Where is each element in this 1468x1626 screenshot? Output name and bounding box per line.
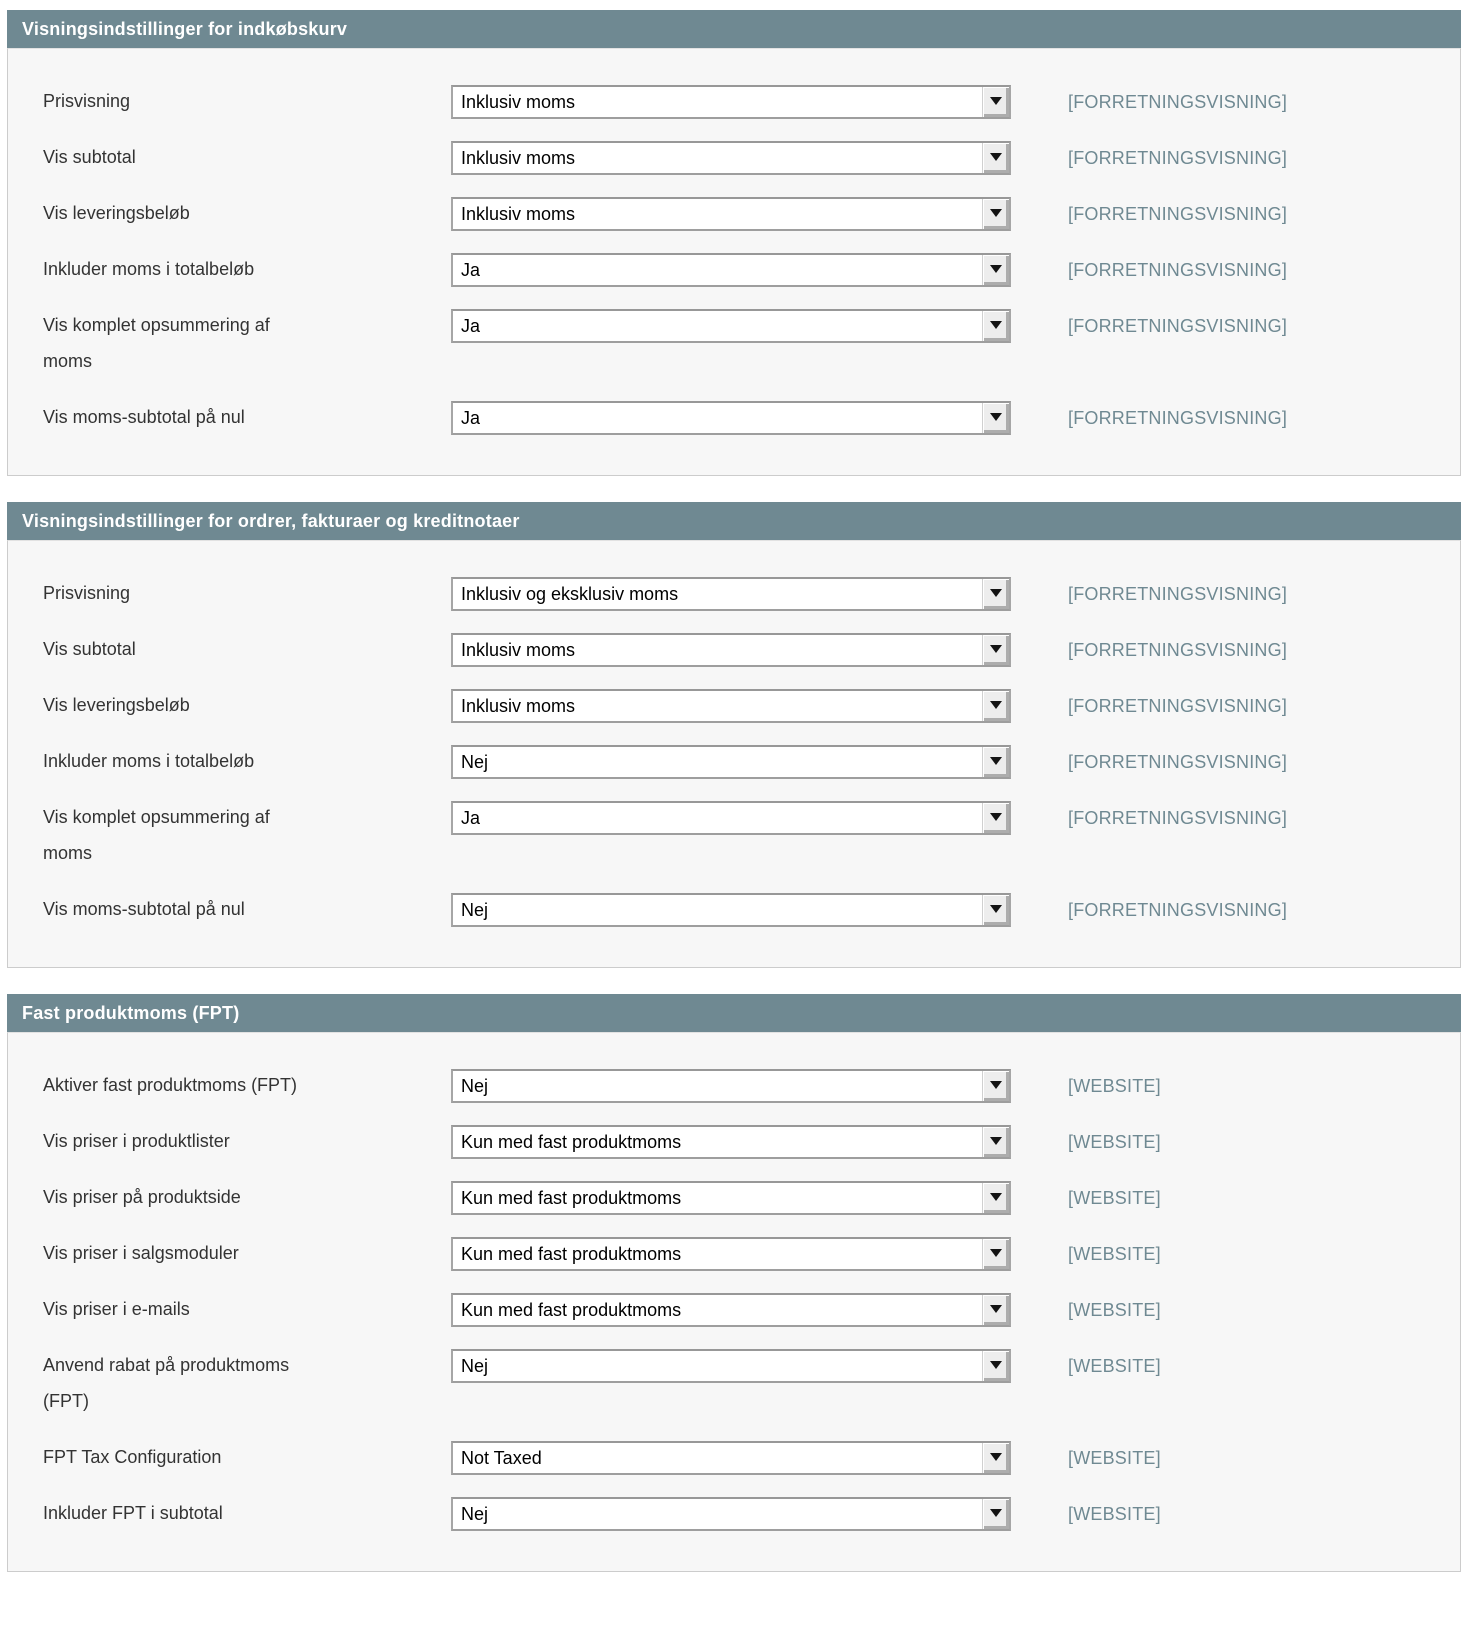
scope-label: [FORRETNINGSVISNING] <box>1068 204 1288 224</box>
selected-option-text: Inklusiv moms <box>461 639 576 660</box>
setting-label <box>43 1067 451 1103</box>
scope-label: [WEBSITE] <box>1068 1244 1161 1264</box>
setting-select[interactable] <box>451 197 1011 231</box>
setting-row <box>43 577 1440 611</box>
dropdown-arrow-button[interactable] <box>982 311 1009 341</box>
setting-label <box>43 891 451 927</box>
setting-label <box>43 631 451 667</box>
setting-label-text: Vis subtotal <box>43 147 136 167</box>
scope-label: [FORRETNINGSVISNING] <box>1068 92 1288 112</box>
setting-row <box>43 1069 1440 1103</box>
setting-label-text: Vis priser i produktlister <box>43 1131 230 1151</box>
setting-row <box>43 633 1440 667</box>
setting-select[interactable] <box>451 1181 1011 1215</box>
section-title: Fast produktmoms (FPT) <box>22 1002 240 1023</box>
chevron-down-icon <box>990 97 1002 105</box>
setting-label <box>43 195 451 231</box>
chevron-down-icon <box>990 1509 1002 1517</box>
selected-option-text: Ja <box>461 315 481 336</box>
dropdown-arrow-button[interactable] <box>982 87 1009 117</box>
dropdown-arrow-button[interactable] <box>982 691 1009 721</box>
setting-select[interactable] <box>451 1069 1011 1103</box>
setting-row <box>43 745 1440 779</box>
setting-label-text: Vis priser i e-mails <box>43 1299 190 1319</box>
dropdown-arrow-button[interactable] <box>982 199 1009 229</box>
dropdown-arrow-button[interactable] <box>982 1239 1009 1269</box>
selected-option-text: Ja <box>461 259 481 280</box>
setting-label <box>43 1439 451 1475</box>
setting-label <box>43 1123 451 1159</box>
dropdown-arrow-button[interactable] <box>982 895 1009 925</box>
setting-label-text: Prisvisning <box>43 91 131 111</box>
selected-option-text: Nej <box>461 1355 489 1376</box>
setting-label <box>43 1235 451 1271</box>
setting-label-text: FPT Tax Configuration <box>43 1447 222 1467</box>
selected-option-text: Inklusiv moms <box>461 91 576 112</box>
setting-label <box>43 399 451 435</box>
chevron-down-icon <box>990 905 1002 913</box>
selected-option-text: Ja <box>461 807 481 828</box>
setting-select[interactable] <box>451 401 1011 435</box>
setting-select[interactable] <box>451 801 1011 835</box>
setting-label-text: Aktiver fast produktmoms (FPT) <box>43 1075 298 1095</box>
setting-select[interactable] <box>451 577 1011 611</box>
setting-label-text: Inkluder FPT i subtotal <box>43 1503 223 1523</box>
setting-label-text: Anvend rabat på produktmoms (FPT) <box>43 1355 290 1411</box>
setting-label-text: Vis subtotal <box>43 639 136 659</box>
setting-label-text: Vis moms-subtotal på nul <box>43 407 245 427</box>
scope-label: [FORRETNINGSVISNING] <box>1068 696 1288 716</box>
chevron-down-icon <box>990 701 1002 709</box>
setting-row <box>43 1497 1440 1531</box>
config-sections <box>7 10 1461 1572</box>
chevron-down-icon <box>990 1249 1002 1257</box>
setting-label <box>43 687 451 723</box>
selected-option-text: Inklusiv og eksklusiv moms <box>461 583 679 604</box>
dropdown-arrow-button[interactable] <box>982 635 1009 665</box>
scope-label: [WEBSITE] <box>1068 1132 1161 1152</box>
dropdown-arrow-button[interactable] <box>982 1295 1009 1325</box>
setting-label <box>43 1291 451 1327</box>
setting-select[interactable] <box>451 309 1011 343</box>
chevron-down-icon <box>990 1361 1002 1369</box>
chevron-down-icon <box>990 1193 1002 1201</box>
dropdown-arrow-button[interactable] <box>982 1443 1009 1473</box>
scope-label: [FORRETNINGSVISNING] <box>1068 808 1288 828</box>
setting-label-text: Vis priser i salgsmoduler <box>43 1243 239 1263</box>
section-body <box>7 540 1461 968</box>
scope-label: [WEBSITE] <box>1068 1188 1161 1208</box>
chevron-down-icon <box>990 645 1002 653</box>
section-header[interactable] <box>7 994 1461 1032</box>
setting-select[interactable] <box>451 1441 1011 1475</box>
setting-row <box>43 1293 1440 1327</box>
section-title: Visningsindstillinger for ordrer, fakturaer og kreditnotaer <box>22 510 520 531</box>
scope-label: [FORRETNINGSVISNING] <box>1068 584 1288 604</box>
chevron-down-icon <box>990 209 1002 217</box>
setting-select[interactable] <box>451 1349 1011 1383</box>
setting-label <box>43 575 451 611</box>
setting-label-text: Vis leveringsbeløb <box>43 695 190 715</box>
dropdown-arrow-button[interactable] <box>982 1351 1009 1381</box>
setting-row <box>43 1237 1440 1271</box>
setting-select[interactable] <box>451 85 1011 119</box>
selected-option-text: Nej <box>461 899 489 920</box>
dropdown-arrow-button[interactable] <box>982 1499 1009 1529</box>
dropdown-arrow-button[interactable] <box>982 1183 1009 1213</box>
selected-option-text: Inklusiv moms <box>461 147 576 168</box>
selected-option-text: Nej <box>461 1503 489 1524</box>
setting-label-text: Vis leveringsbeløb <box>43 203 190 223</box>
scope-label: [WEBSITE] <box>1068 1076 1161 1096</box>
setting-select[interactable] <box>451 633 1011 667</box>
config-section <box>7 994 1461 1572</box>
scope-label: [FORRETNINGSVISNING] <box>1068 640 1288 660</box>
chevron-down-icon <box>990 589 1002 597</box>
section-header[interactable] <box>7 502 1461 540</box>
setting-label-text: Vis komplet opsummering af moms <box>43 807 270 863</box>
selected-option-text: Inklusiv moms <box>461 695 576 716</box>
config-section <box>7 502 1461 968</box>
setting-label-text: Inkluder moms i totalbeløb <box>43 751 255 771</box>
chevron-down-icon <box>990 1081 1002 1089</box>
setting-row <box>43 309 1440 379</box>
setting-select[interactable] <box>451 253 1011 287</box>
scope-label: [WEBSITE] <box>1068 1504 1161 1524</box>
scope-label: [FORRETNINGSVISNING] <box>1068 148 1288 168</box>
selected-option-text: Kun med fast produktmoms <box>461 1299 682 1320</box>
setting-row <box>43 197 1440 231</box>
setting-row <box>43 401 1440 435</box>
chevron-down-icon <box>990 813 1002 821</box>
scope-label: [FORRETNINGSVISNING] <box>1068 316 1288 336</box>
config-section <box>7 10 1461 476</box>
setting-label <box>43 743 451 779</box>
setting-row <box>43 1181 1440 1215</box>
selected-option-text: Not Taxed <box>461 1447 542 1468</box>
selected-option-text: Kun med fast produktmoms <box>461 1243 682 1264</box>
setting-row <box>43 1441 1440 1475</box>
setting-select[interactable] <box>451 141 1011 175</box>
chevron-down-icon <box>990 413 1002 421</box>
selected-option-text: Nej <box>461 751 489 772</box>
setting-row <box>43 689 1440 723</box>
setting-row <box>43 1125 1440 1159</box>
selected-option-text: Ja <box>461 407 481 428</box>
dropdown-arrow-button[interactable] <box>982 403 1009 433</box>
setting-label <box>43 251 451 287</box>
setting-label-text: Inkluder moms i totalbeløb <box>43 259 255 279</box>
setting-label <box>43 83 451 119</box>
chevron-down-icon <box>990 1137 1002 1145</box>
scope-label: [WEBSITE] <box>1068 1448 1161 1468</box>
dropdown-arrow-button[interactable] <box>982 803 1009 833</box>
chevron-down-icon <box>990 1305 1002 1313</box>
setting-row <box>43 801 1440 871</box>
scope-label: [WEBSITE] <box>1068 1300 1161 1320</box>
chevron-down-icon <box>990 321 1002 329</box>
selected-option-text: Kun med fast produktmoms <box>461 1131 682 1152</box>
scope-label: [WEBSITE] <box>1068 1356 1161 1376</box>
section-title: Visningsindstillinger for indkøbskurv <box>22 18 348 39</box>
setting-row <box>43 1349 1440 1419</box>
section-header[interactable] <box>7 10 1461 48</box>
dropdown-arrow-button[interactable] <box>982 579 1009 609</box>
chevron-down-icon <box>990 1453 1002 1461</box>
section-body <box>7 48 1461 476</box>
setting-row <box>43 893 1440 927</box>
section-body <box>7 1032 1461 1572</box>
setting-label <box>43 1347 451 1419</box>
setting-label <box>43 1179 451 1215</box>
dropdown-arrow-button[interactable] <box>982 255 1009 285</box>
scope-label: [FORRETNINGSVISNING] <box>1068 260 1288 280</box>
dropdown-arrow-button[interactable] <box>982 1071 1009 1101</box>
setting-label-text: Vis priser på produktside <box>43 1187 241 1207</box>
setting-select[interactable] <box>451 689 1011 723</box>
selected-option-text: Inklusiv moms <box>461 203 576 224</box>
dropdown-arrow-button[interactable] <box>982 143 1009 173</box>
setting-label <box>43 139 451 175</box>
dropdown-arrow-button[interactable] <box>982 1127 1009 1157</box>
chevron-down-icon <box>990 265 1002 273</box>
chevron-down-icon <box>990 153 1002 161</box>
setting-row <box>43 253 1440 287</box>
setting-label-text: Vis moms-subtotal på nul <box>43 899 245 919</box>
setting-label <box>43 307 451 379</box>
scope-label: [FORRETNINGSVISNING] <box>1068 900 1288 920</box>
setting-select[interactable] <box>451 1125 1011 1159</box>
setting-label <box>43 1495 451 1531</box>
selected-option-text: Nej <box>461 1075 489 1096</box>
setting-label-text: Vis komplet opsummering af moms <box>43 315 270 371</box>
setting-label <box>43 799 451 871</box>
setting-select[interactable] <box>451 745 1011 779</box>
setting-select[interactable] <box>451 1293 1011 1327</box>
selected-option-text: Kun med fast produktmoms <box>461 1187 682 1208</box>
setting-label-text: Prisvisning <box>43 583 131 603</box>
setting-select[interactable] <box>451 1497 1011 1531</box>
setting-select[interactable] <box>451 1237 1011 1271</box>
setting-row <box>43 85 1440 119</box>
scope-label: [FORRETNINGSVISNING] <box>1068 408 1288 428</box>
chevron-down-icon <box>990 757 1002 765</box>
setting-row <box>43 141 1440 175</box>
dropdown-arrow-button[interactable] <box>982 747 1009 777</box>
scope-label: [FORRETNINGSVISNING] <box>1068 752 1288 772</box>
setting-select[interactable] <box>451 893 1011 927</box>
